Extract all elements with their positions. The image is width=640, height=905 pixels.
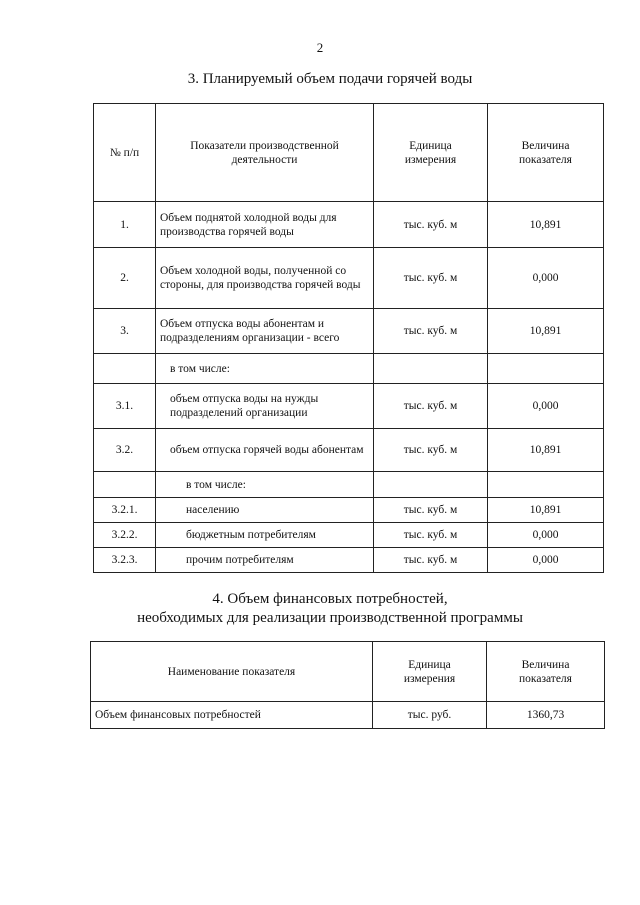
section-4-title-line2: необходимых для реализации производственной программы [137, 610, 523, 626]
section-3-title: 3. Планируемый объем подачи горячей воды [187, 71, 473, 87]
row-num: 1. [94, 202, 156, 248]
row-value [488, 354, 604, 384]
table-header-row [91, 642, 605, 702]
row-value: 0,000 [488, 523, 604, 548]
table-row [94, 354, 604, 384]
row-value: 10,891 [488, 498, 604, 523]
header-name: Наименование показателя [91, 642, 373, 702]
table-row [94, 472, 604, 498]
row-num [94, 472, 156, 498]
header-unit-text: Единица измерения [404, 139, 457, 166]
row-num: 3.2.1. [94, 498, 156, 523]
header-unit [374, 104, 488, 202]
row-unit: тыс. куб. м [374, 202, 488, 248]
header-value [488, 104, 604, 202]
row-unit: тыс. куб. м [374, 429, 488, 472]
table-row [91, 702, 605, 729]
table-row [94, 248, 604, 309]
row-unit: тыс. куб. м [374, 498, 488, 523]
header-unit [373, 642, 487, 702]
row-name: Объем поднятой холодной воды для производства горячей воды [156, 202, 374, 248]
table-row [94, 384, 604, 429]
header-value-text: Величина показателя [519, 139, 572, 166]
row-num [94, 354, 156, 384]
header-indicator-text: Показатели производственной деятельности [190, 139, 339, 166]
row-num: 3.2. [94, 429, 156, 472]
row-name: в том числе: [156, 354, 374, 384]
row-num: 3.1. [94, 384, 156, 429]
row-value: 0,000 [488, 548, 604, 573]
row-name: Объем отпуска воды абонентам и подразделениям организации - всего [156, 309, 374, 354]
row-value: 0,000 [488, 384, 604, 429]
row-name: объем отпуска горячей воды абонентам [156, 429, 374, 472]
header-value [487, 642, 605, 702]
table-row [94, 309, 604, 354]
row-name: Объем финансовых потребностей [91, 702, 373, 729]
row-name: прочим потребителям [156, 548, 374, 573]
row-num: 3.2.3. [94, 548, 156, 573]
row-num: 3. [94, 309, 156, 354]
row-unit: тыс. куб. м [374, 384, 488, 429]
water-supply-table [93, 103, 604, 573]
table-row [94, 429, 604, 472]
row-value: 0,000 [488, 248, 604, 309]
row-num: 2. [94, 248, 156, 309]
table-header-row [94, 104, 604, 202]
table-row [94, 523, 604, 548]
row-name: в том числе: [156, 472, 374, 498]
row-value [488, 472, 604, 498]
header-value-text: Величина показателя [519, 658, 572, 685]
row-unit [374, 472, 488, 498]
row-value: 1360,73 [487, 702, 605, 729]
row-name: населению [156, 498, 374, 523]
row-value: 10,891 [488, 309, 604, 354]
table-row [94, 498, 604, 523]
header-num: № п/п [94, 104, 156, 202]
row-value: 10,891 [488, 202, 604, 248]
header-unit-text: Единица измерения [403, 658, 456, 685]
row-unit [374, 354, 488, 384]
table-row [94, 202, 604, 248]
section-4-title [30, 590, 630, 628]
row-unit: тыс. куб. м [374, 309, 488, 354]
page-number: 2 [316, 40, 324, 55]
row-unit: тыс. куб. м [374, 523, 488, 548]
row-name: бюджетным потребителям [156, 523, 374, 548]
financial-needs-table [90, 641, 605, 729]
row-unit: тыс. куб. м [374, 548, 488, 573]
row-name: Объем холодной воды, полученной со стороны, для производства горячей воды [156, 248, 374, 309]
row-value: 10,891 [488, 429, 604, 472]
row-unit: тыс. куб. м [374, 248, 488, 309]
header-indicator [156, 104, 374, 202]
row-name: объем отпуска воды на нужды подразделений организации [156, 384, 374, 429]
section-4-title-line1: 4. Объем финансовых потребностей, [212, 591, 448, 607]
row-unit: тыс. руб. [373, 702, 487, 729]
row-num: 3.2.2. [94, 523, 156, 548]
table-row [94, 548, 604, 573]
